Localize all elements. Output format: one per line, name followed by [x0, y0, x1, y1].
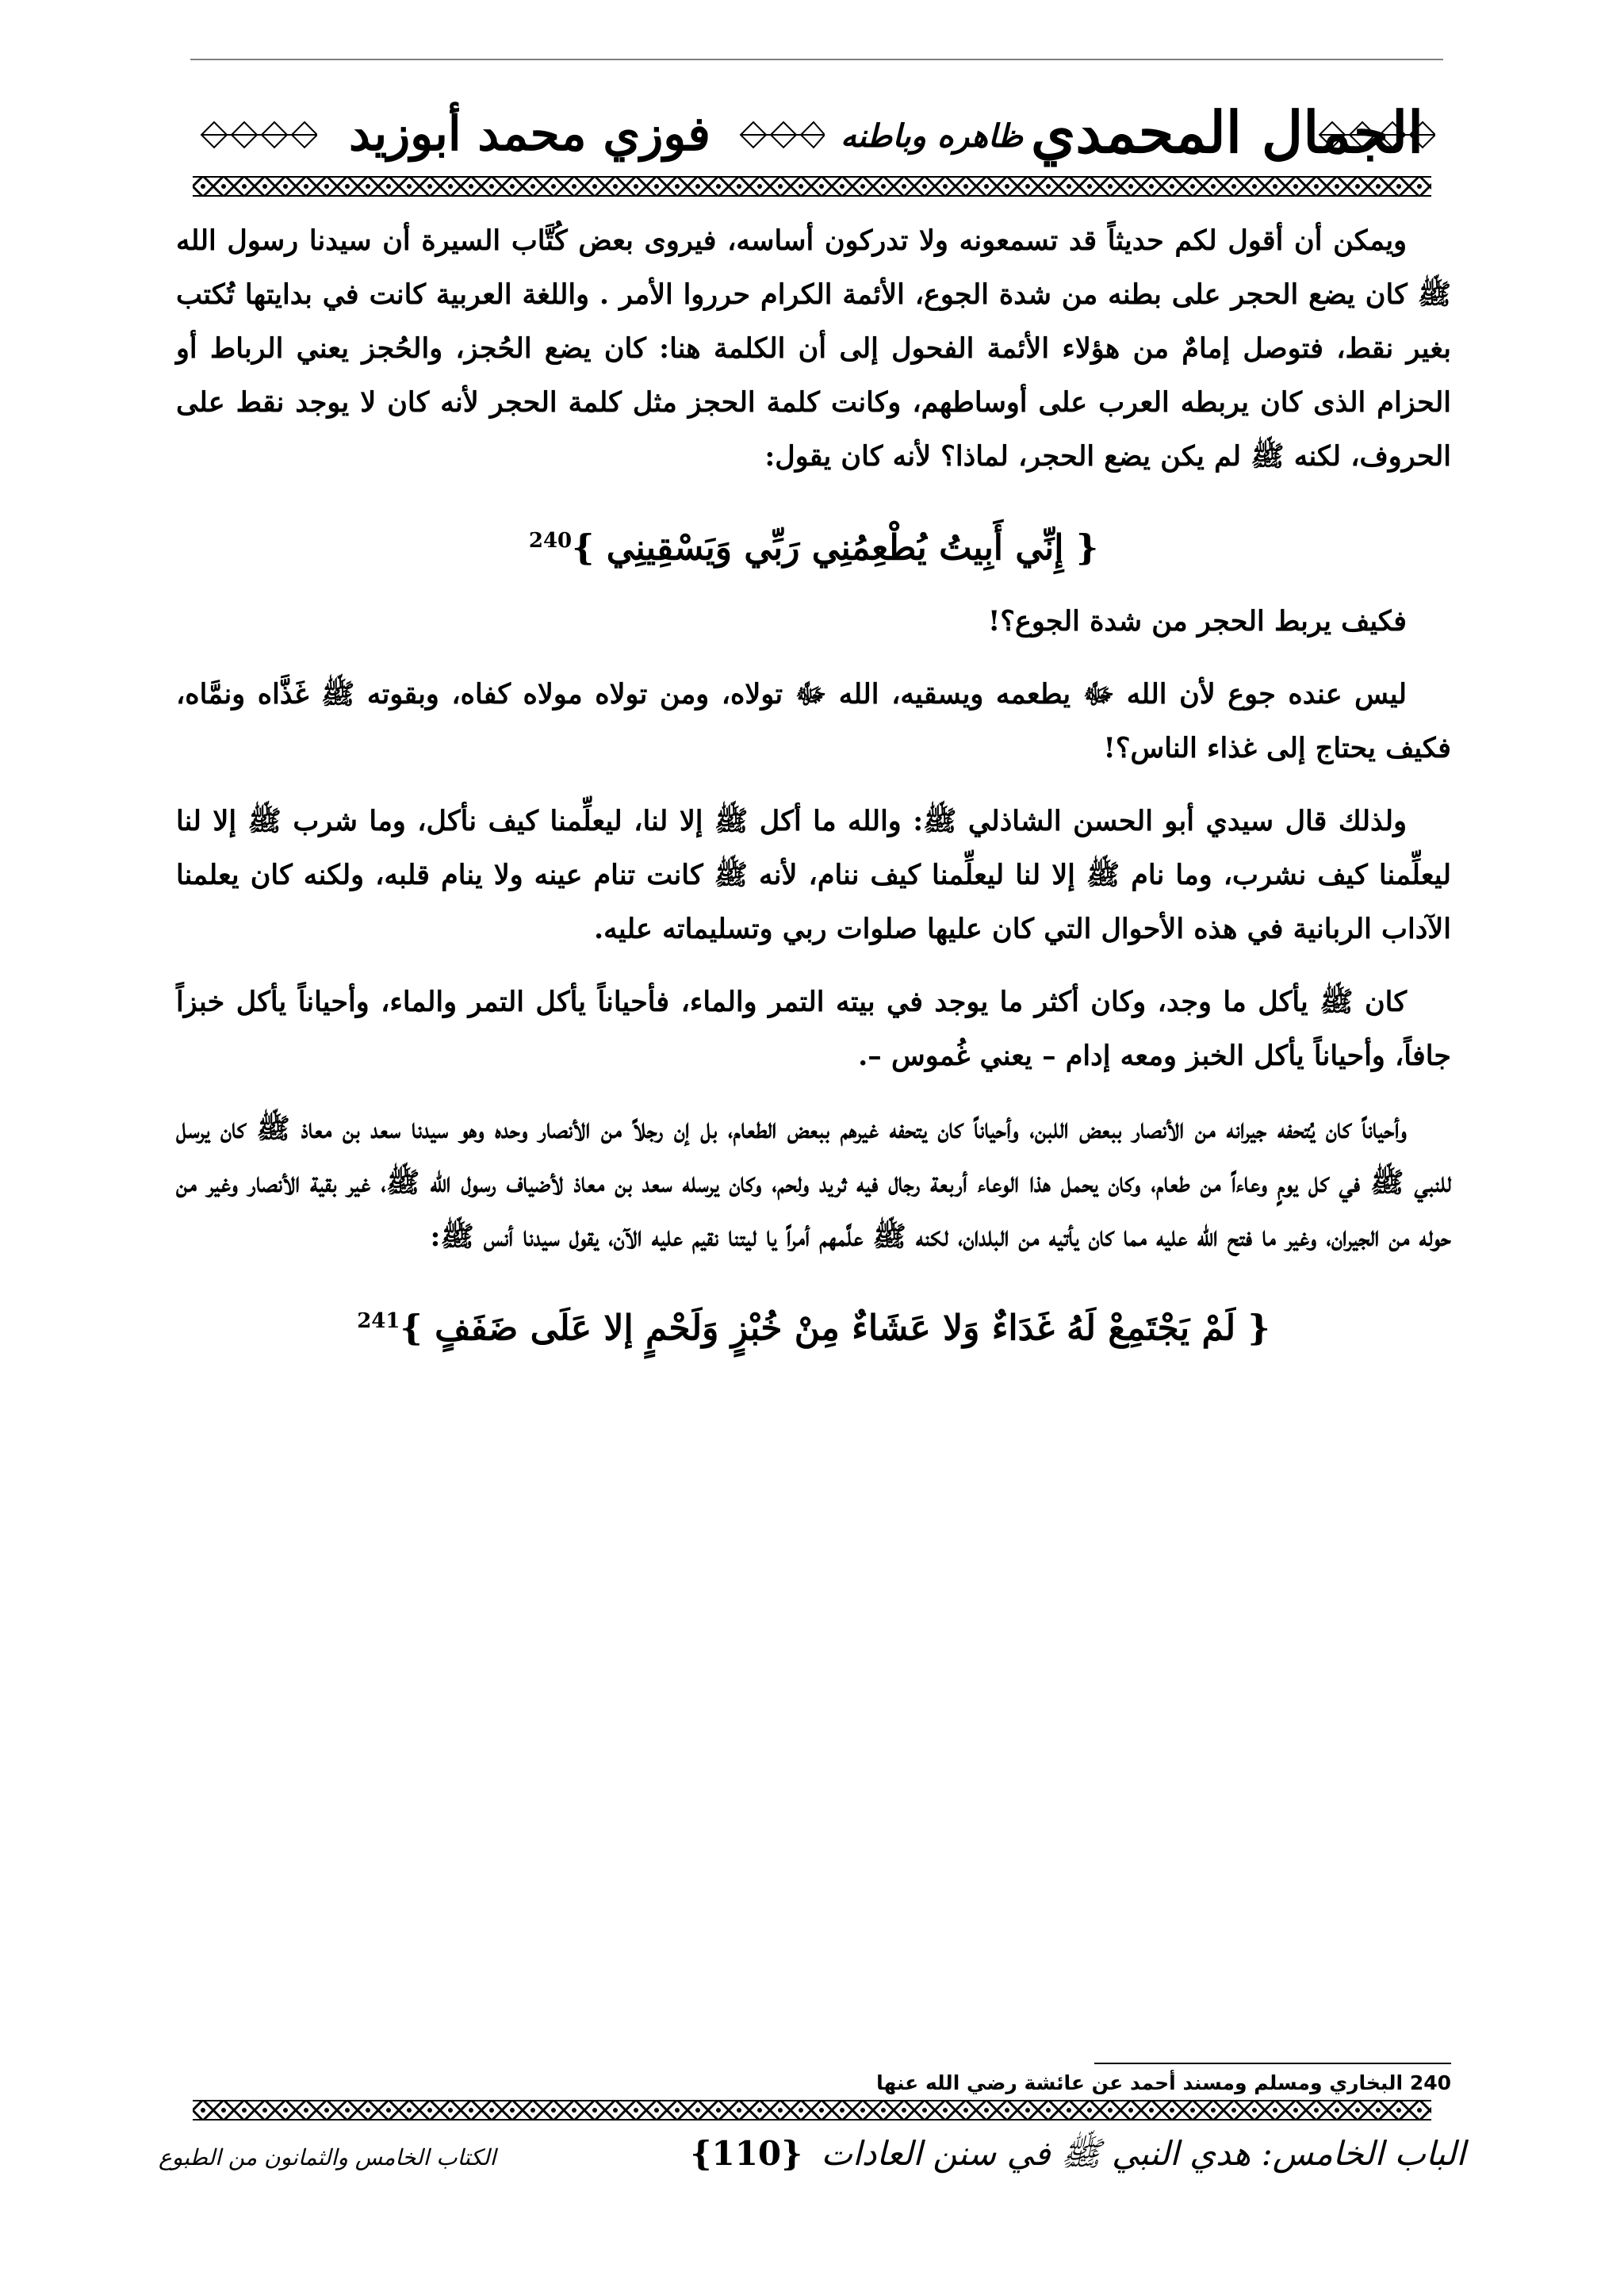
- verse-2-footnote-ref: 241: [357, 1308, 400, 1333]
- footnote-text: البخاري ومسلم ومسند أحمد عن عائشة رضي الله عنها: [876, 2071, 1404, 2094]
- header-title-row: [190, 95, 1443, 174]
- main-content: [176, 214, 1451, 1374]
- bottom-decorative-border: [193, 2100, 1431, 2121]
- header-author: فوزي محمد أبوزيد: [349, 106, 710, 162]
- star-ornament-icon: [198, 119, 317, 151]
- paragraph-shadhili: ولذلك قال سيدي أبو الحسن الشاذلي ﷺ: والله ما أكل ﷺ إلا لنا، ليعلِّمنا كيف نأكل، وما شرب ﷺ إلا لنا ليعلِّمنا كيف نشرب، وما نام ﷺ إلا لنا ليعلِّمنا كيف ننام، لأنه ﷺ كانت تنام عينه ولا ينام قلبه، ولكنه كان يعلمنا الآداب الربانية في هذه الأحوال التي كان عليها صلوات ربي وتسليماته عليه.: [176, 804, 1451, 945]
- footnote: [876, 2071, 1451, 2094]
- star-ornament-icon: [1316, 119, 1435, 151]
- paragraph-gifts: وأحياناً كان يُتحفه جيرانه من الأنصار ببعض اللبن، وأحياناً كان يتحفه غيرهم ببعض الطعام، بل إن رجلاً من الأنصار وحده وهو سيدنا سعد بن معاذ ﷺ كان يرسل للنبي ﷺ في كل يومٍ وعاءاً من طعام، وكان يحمل هذا الوعاء أربعة رجال فيه ثريد ولحم، وكان يرسله سعد بن معاذ لأضياف رسول الله ﷺ، غير بقية الأنصار وغير من حوله من الجيران، وغير ما فتح الله عليه مما كان يأتيه من البلدان، لكنه ﷺ علَّمهم أمراً يا ليتنا نقيم عليه الآن، يقول سيدنا أنس ﷺ:: [176, 1112, 1451, 1253]
- top-decorative-border: [193, 176, 1431, 197]
- verse-1-footnote-ref: 240: [528, 529, 573, 553]
- verse-2-text: { لَمْ يَجْتَمِعْ لَهُ غَدَاءٌ وَلا عَشَاءٌ مِنْ خُبْزٍ وَلَحْمٍ إلا عَلَى ضَفَفٍ }: [400, 1308, 1270, 1349]
- footer-section-label: الكتاب الخامس والثمانون من الطبوع: [159, 2144, 496, 2170]
- footnote-divider: [1094, 2063, 1451, 2064]
- footer-chapter-line: [682, 2133, 1465, 2182]
- header-ornament-line: [190, 48, 1443, 71]
- page-number: {110}: [690, 2134, 803, 2173]
- header-subtitle: ظاهره وباطنه: [841, 117, 1024, 155]
- page-footer: [159, 2133, 1465, 2205]
- hadith-verse-1: [176, 503, 1451, 587]
- paragraph-hajz: ويمكن أن أقول لكم حديثاً قد تسمعونه ولا تدركون أساسه، فيروى بعض كُتَّاب السيرة أن سيدنا رسول الله ﷺ كان يضع الحجر على بطنه من شدة الجوع، الأئمة الكرام حرروا الأمر . واللغة العربية كانت في بدايتها تُكتب بغير نقط، فتوصل إمامٌ من هؤلاء الأئمة الفحول إلى أن الكلمة هنا: كان يضع الحُجز، والحُجز يعني الرباط أو الحزام الذى كان يربطه العرب على أوساطهم، وكانت كلمة الحجز مثل كلمة الحجر لأنه كان لا يوجد نقط على الحروف، لكنه ﷺ لم يكن يضع الحجر، لماذا؟ لأنه كان يقول:: [176, 224, 1451, 473]
- header-book-title: الجمال المحمدي: [1031, 98, 1424, 166]
- footnote-number: 240: [1409, 2071, 1451, 2094]
- footer-chapter-title: الباب الخامس: هدي النبي ﷺ في سنن العادات: [821, 2134, 1465, 2173]
- verse-1-text: { إِنِّي أَبِيتُ يُطْعِمُنِي رَبِّي وَيَسْقِينِي }: [572, 527, 1099, 569]
- paragraph-hunger: ليس عنده جوع لأن الله ﷻ يطعمه ويسقيه، الله ﷻ تولاه، ومن تولاه مولاه كفاه، وبقوته ﷺ غَذَّاه ونمَّاه، فكيف يحتاج إلى غذاء الناس؟!: [176, 677, 1451, 764]
- page-header: [190, 48, 1443, 167]
- star-ornament-icon: [737, 119, 825, 151]
- hadith-verse-2: [176, 1283, 1451, 1367]
- paragraph-question: فكيف يربط الحجر من شدة الجوع؟!: [988, 604, 1407, 638]
- paragraph-ate: كان ﷺ يأكل ما وجد، وكان أكثر ما يوجد في بيته التمر والماء، فأحياناً يأكل التمر والماء، وأحياناً يأكل خبزاً جافاً، وأحياناً يأكل الخبز ومعه إدام – يعني غُموس –.: [176, 985, 1451, 1072]
